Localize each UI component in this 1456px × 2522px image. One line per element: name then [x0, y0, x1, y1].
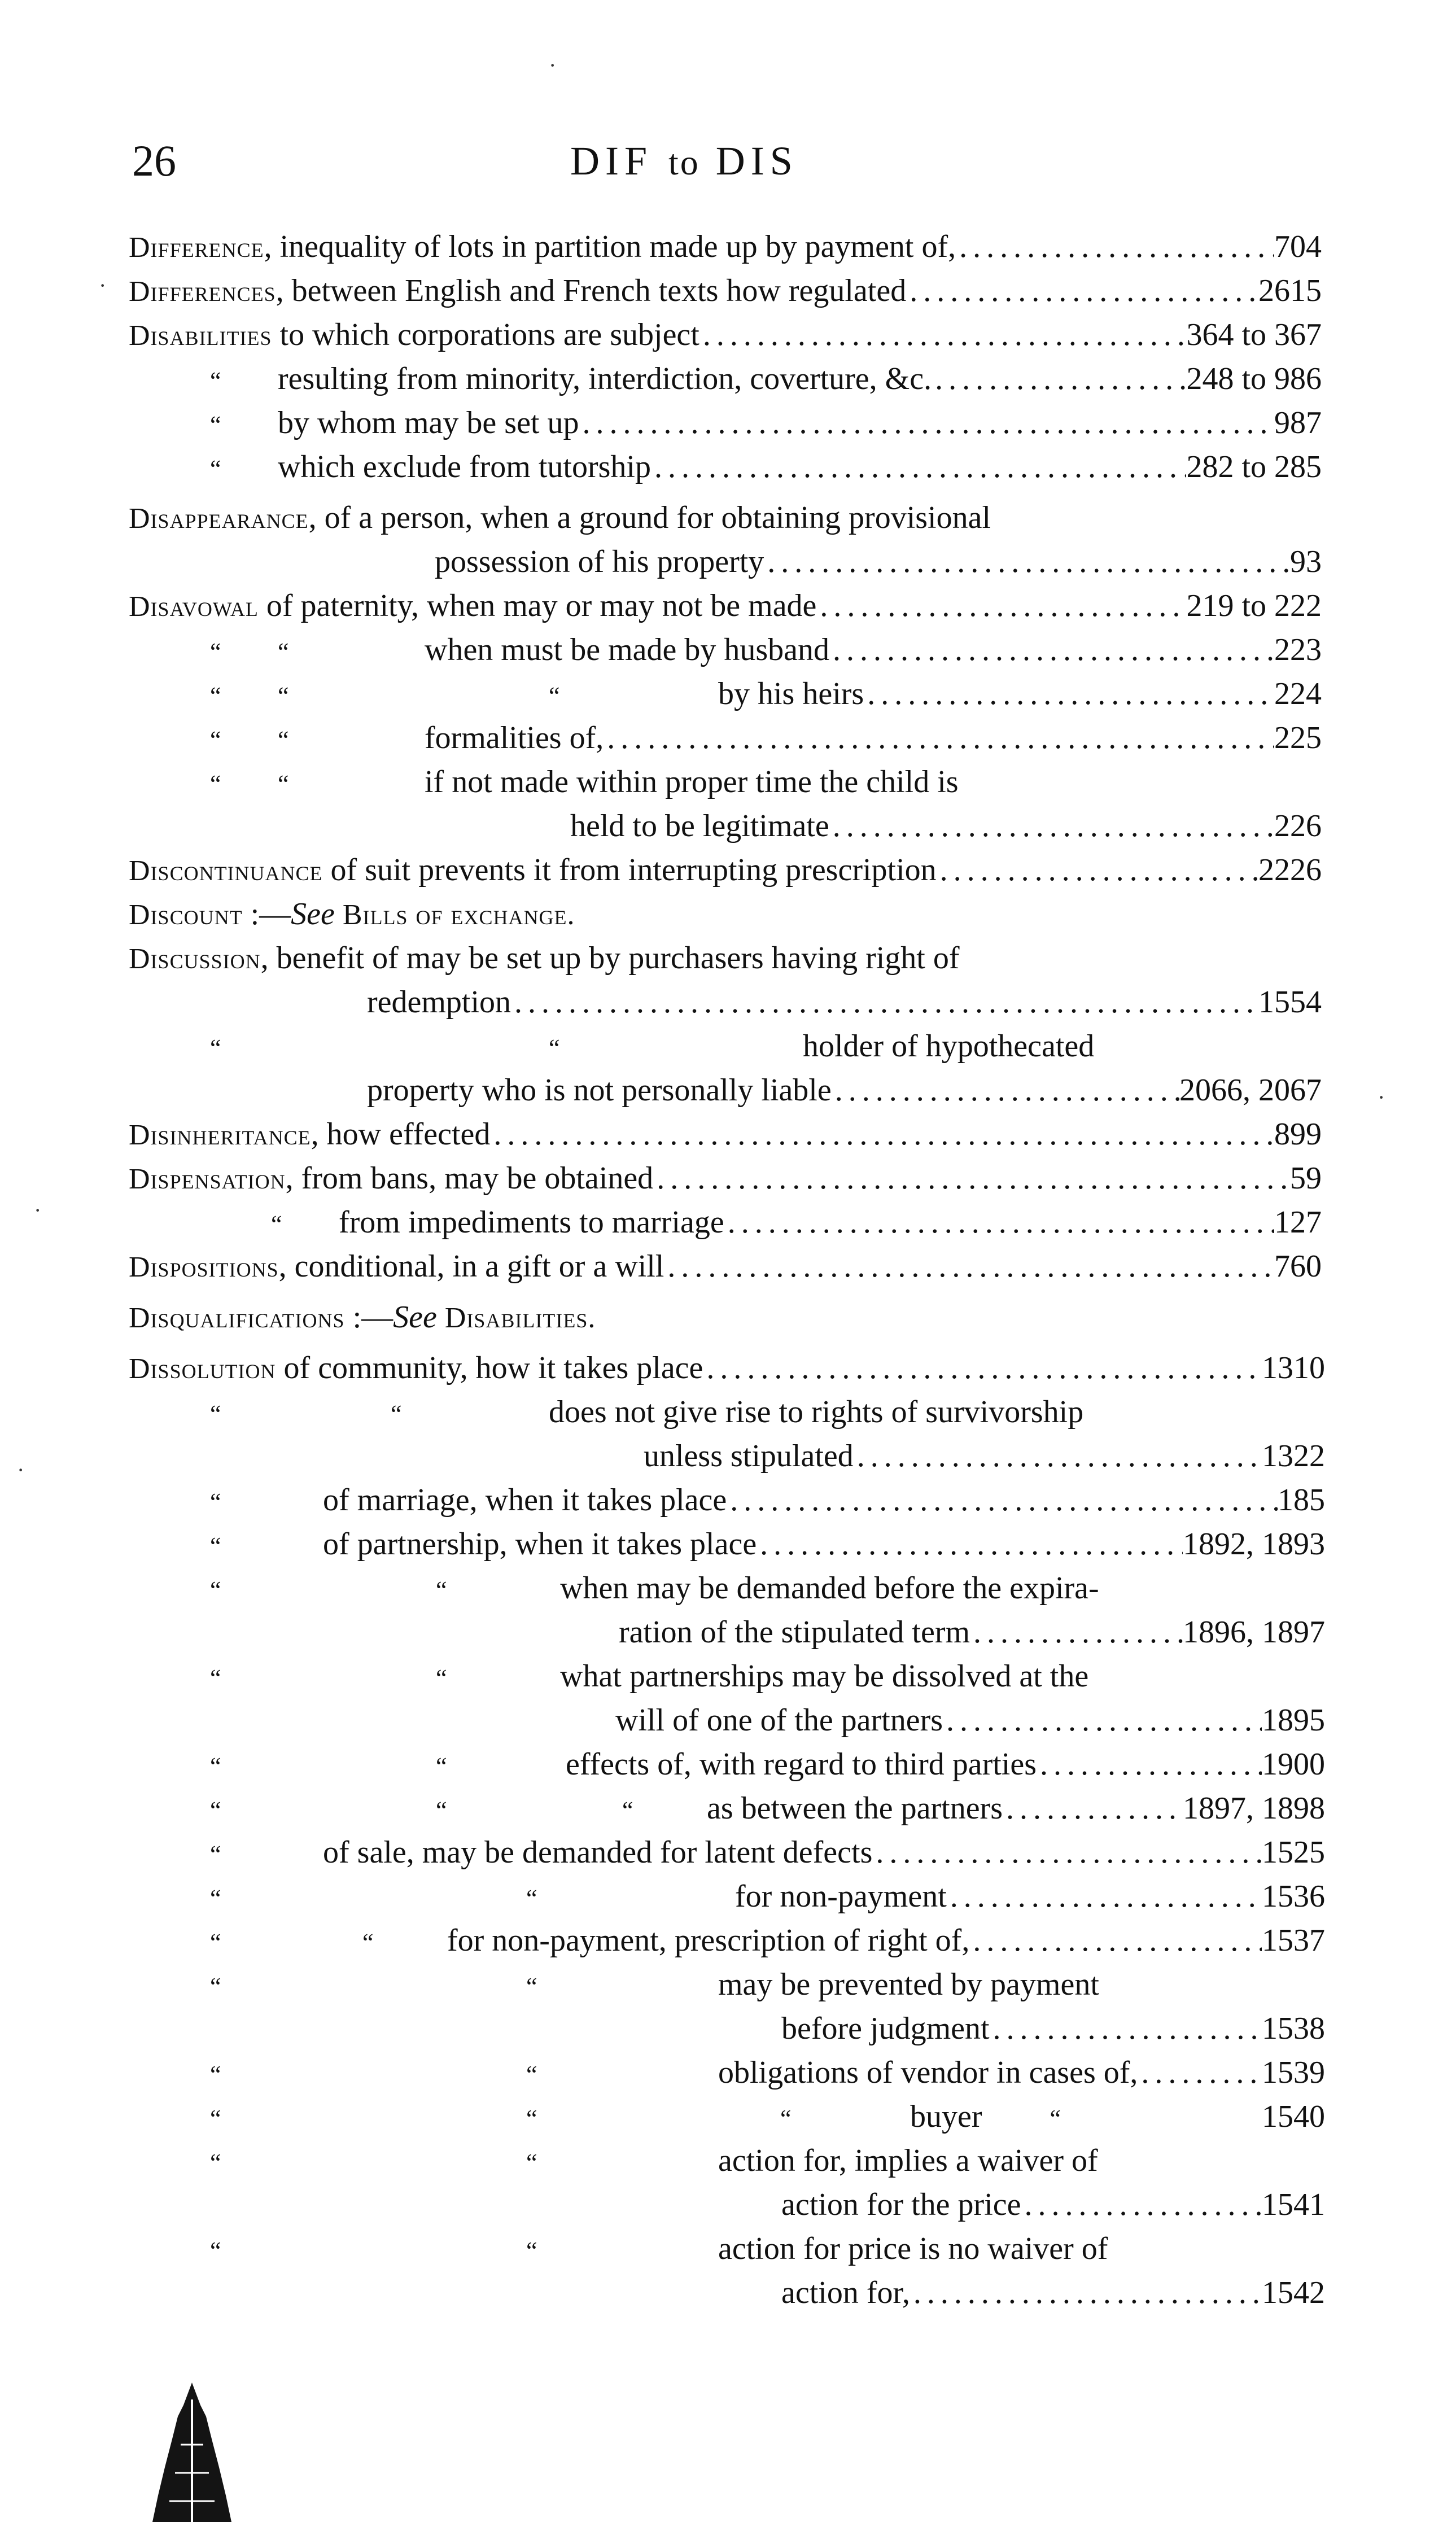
article-ref: 1525 — [1262, 1835, 1325, 1870]
article-ref: 223 — [1274, 632, 1322, 667]
index-entry — [0, 225, 1456, 269]
entry-headword: Discontinuance — [129, 855, 323, 887]
index-cross-reference — [0, 1295, 1456, 1339]
article-ref: 1900 — [1262, 1747, 1325, 1782]
article-ref: 224 — [1274, 676, 1322, 711]
ditto-mark: “ — [210, 2237, 221, 2265]
index-subentry — [0, 1918, 1456, 1962]
ditto-mark: “ — [436, 1752, 447, 1780]
index-subentry — [0, 1200, 1456, 1244]
article-ref: 59 — [1290, 1161, 1322, 1196]
running-head — [570, 138, 798, 185]
index-entry — [0, 1112, 1456, 1156]
ditto-mark: “ — [210, 1664, 221, 1692]
leader-dots — [764, 540, 1290, 584]
index-subentry — [0, 1742, 1456, 1786]
index-subentry — [0, 1024, 1456, 1068]
article-ref: 127 — [1274, 1205, 1322, 1240]
ditto-mark: “ — [210, 2061, 221, 2088]
leader-dots — [832, 1068, 1179, 1112]
index-subentry — [0, 2051, 1456, 2095]
leader-dots — [1037, 1742, 1262, 1786]
running-head-to: to — [668, 142, 700, 182]
entry-headword: Dispensation — [129, 1163, 286, 1195]
article-ref: 185 — [1278, 1483, 1325, 1518]
ditto-mark: “ — [210, 1841, 221, 1868]
entry-text: Dispensation, from bans, may be obtained — [129, 1161, 654, 1196]
index-continuation — [0, 2007, 1456, 2051]
ditto-mark: “ — [210, 1034, 221, 1062]
leader-dots — [757, 1522, 1183, 1566]
article-ref: 1322 — [1262, 1439, 1325, 1474]
entry-text: Dispositions, conditional, in a gift or a will — [129, 1249, 664, 1284]
entry-headword: Discount — [129, 899, 243, 931]
article-ref: 1541 — [1262, 2187, 1325, 2222]
index-subentry — [0, 1830, 1456, 1874]
ditto-mark: “ — [210, 2149, 221, 2176]
article-ref: 93 — [1290, 544, 1322, 579]
leader-dots — [1138, 2051, 1262, 2095]
entry-headword: Dissolution — [129, 1353, 276, 1385]
entry-text: redemption — [367, 985, 511, 1020]
see-target: Bills of exchange. — [334, 899, 575, 931]
index-entry — [0, 848, 1456, 892]
ditto-mark: “ — [210, 1488, 221, 1516]
entry-text: “ “ for non-payment — [210, 1874, 947, 1921]
index-subentry — [0, 1786, 1456, 1830]
article-ref: 760 — [1274, 1249, 1322, 1284]
ditto-mark: “ — [210, 682, 221, 710]
entry-text: unless stipulated — [644, 1439, 854, 1474]
entry-text: Difference, inequality of lots in partition made up by payment of, — [129, 229, 956, 264]
leader-dots — [653, 1156, 1290, 1200]
entry-headword: Dispositions — [129, 1251, 279, 1283]
leader-dots — [947, 1874, 1262, 1918]
leader-dots — [943, 1698, 1262, 1742]
index-subentry — [0, 760, 1456, 804]
leader-dots — [727, 1478, 1278, 1522]
entry-text: before judgment — [781, 2011, 990, 2046]
ditto-mark: “ — [549, 682, 560, 710]
entry-text: held to be legitimate — [570, 808, 829, 843]
leader-dots — [604, 716, 1274, 760]
index-continuation — [0, 980, 1456, 1024]
index-subentry — [0, 1390, 1456, 1434]
index-subentry — [0, 1566, 1456, 1610]
index-subentry — [0, 1478, 1456, 1522]
ditto-mark: “ — [210, 1576, 221, 1604]
index-continuation — [0, 1068, 1456, 1112]
entry-text: “ “ “ buyer “ — [210, 2095, 1061, 2141]
index-continuation — [0, 804, 1456, 848]
entry-text: “ “ does not give rise to rights of survivorship — [210, 1390, 1083, 1436]
ditto-mark: “ — [362, 1929, 374, 1956]
print-speck: · — [549, 53, 557, 78]
entry-text: Disqualifications :—See Disabilities. — [129, 1300, 596, 1335]
entry-text: “ “ “ by his heirs — [210, 672, 864, 718]
entry-text: Disabilities to which corporations are subject — [129, 317, 699, 352]
entry-headword: Differences — [129, 276, 276, 308]
index-entry — [0, 313, 1456, 357]
index-continuation — [0, 2271, 1456, 2315]
ornament-icon — [152, 2383, 231, 2522]
article-ref: 1542 — [1262, 2275, 1325, 2310]
ditto-mark: “ — [210, 1797, 221, 1824]
leader-dots — [579, 401, 1274, 445]
entry-text: will of one of the partners — [615, 1703, 943, 1738]
leader-dots — [651, 445, 1186, 489]
article-ref: 704 — [1274, 229, 1322, 264]
index-subentry — [0, 445, 1456, 489]
index-subentry — [0, 401, 1456, 445]
entry-headword: Disinheritance — [129, 1119, 311, 1151]
entry-text: “ from impediments to marriage — [271, 1200, 724, 1247]
index-subentry — [0, 357, 1456, 401]
entry-text: “ “ action for, implies a waiver of — [210, 2139, 1098, 2185]
print-speck: · — [99, 273, 107, 298]
see-label: See — [291, 897, 335, 932]
ditto-mark: “ — [210, 411, 221, 439]
article-ref: 1892, 1893 — [1183, 1527, 1325, 1562]
ditto-mark: “ — [278, 726, 289, 754]
article-ref: 1539 — [1262, 2055, 1325, 2090]
leader-dots — [872, 1830, 1262, 1874]
leader-dots — [854, 1434, 1262, 1478]
ditto-mark: “ — [549, 1034, 560, 1062]
ditto-mark: “ — [526, 2237, 537, 2265]
entry-text: Disinheritance, how effected — [129, 1117, 491, 1152]
entry-text: Differences, between English and French texts how regulated — [129, 273, 907, 308]
index-entry — [0, 269, 1456, 313]
article-ref: 2615 — [1258, 273, 1322, 308]
index-entry — [0, 936, 1456, 980]
entry-text: action for the price — [781, 2187, 1021, 2222]
entry-text: “ “ “ as between the partners — [210, 1786, 1003, 1833]
ditto-mark: “ — [210, 367, 221, 395]
article-ref: 226 — [1274, 808, 1322, 843]
index-entry — [0, 1244, 1456, 1288]
entry-text: property who is not personally liable — [367, 1073, 832, 1108]
article-ref: 248 to 986 — [1186, 361, 1322, 396]
article-ref: 1895 — [1262, 1703, 1325, 1738]
ditto-mark: “ — [210, 1752, 221, 1780]
print-speck: · — [17, 1457, 25, 1483]
leader-dots — [1021, 2183, 1262, 2227]
index-subentry — [0, 1654, 1456, 1698]
article-ref: 1897, 1898 — [1183, 1791, 1325, 1826]
entry-text: “ “ when must be made by husband — [210, 628, 829, 674]
ditto-mark: “ — [210, 1929, 221, 1956]
leader-dots — [990, 2007, 1262, 2051]
see-label: See — [393, 1300, 437, 1335]
index-continuation — [0, 1434, 1456, 1478]
index-entry — [0, 1346, 1456, 1390]
leader-dots — [906, 269, 1258, 313]
entry-text: “ “ effects of, with regard to third parties — [210, 1742, 1037, 1789]
ditto-mark: “ — [210, 726, 221, 754]
leader-dots — [816, 584, 1186, 628]
index-continuation — [0, 1610, 1456, 1654]
index-entry — [0, 584, 1456, 628]
article-ref: 225 — [1274, 720, 1322, 755]
entry-text: ration of the stipulated term — [619, 1615, 970, 1650]
entry-text: “ “ action for price is no waiver of — [210, 2227, 1108, 2273]
entry-headword: Difference — [129, 231, 264, 264]
index-subentry — [0, 2095, 1456, 2139]
index-subentry — [0, 672, 1456, 716]
article-ref: 2226 — [1258, 853, 1322, 888]
leader-dots — [664, 1244, 1274, 1288]
ditto-mark: “ — [526, 1973, 537, 2000]
index-subentry — [0, 716, 1456, 760]
article-ref: 1536 — [1262, 1879, 1325, 1914]
entry-text: “ “ what partnerships may be dissolved at the — [210, 1654, 1088, 1701]
entry-headword: Disavowal — [129, 591, 259, 623]
ditto-mark: “ — [436, 1664, 447, 1692]
leader-dots — [864, 672, 1274, 716]
leader-dots — [703, 1346, 1262, 1390]
article-ref: 219 to 222 — [1186, 588, 1322, 623]
entry-text: Dissolution of community, how it takes place — [129, 1350, 703, 1385]
ditto-mark: “ — [526, 2105, 537, 2132]
index-entries — [0, 225, 1456, 2315]
entry-headword: Disappearance — [129, 502, 309, 535]
ditto-mark: “ — [210, 770, 221, 798]
entry-text: “ “ obligations of vendor in cases of, — [210, 2051, 1138, 2097]
index-subentry — [0, 628, 1456, 672]
leader-dots — [724, 1200, 1274, 1244]
print-speck: · — [34, 1197, 42, 1223]
entry-text: “ resulting from minority, interdiction, coverture, &c. — [210, 357, 932, 403]
ditto-mark: “ — [526, 2149, 537, 2176]
print-speck: · — [1378, 1085, 1385, 1110]
ditto-mark: “ — [1050, 2105, 1061, 2132]
article-ref: 987 — [1274, 405, 1322, 440]
article-ref: 2066, 2067 — [1179, 1073, 1322, 1108]
ditto-mark: “ — [622, 1797, 633, 1824]
ditto-mark: “ — [210, 638, 221, 666]
ditto-mark: “ — [526, 2061, 537, 2088]
index-subentry — [0, 1874, 1456, 1918]
article-ref: 1537 — [1262, 1923, 1325, 1958]
page-number: 26 — [132, 136, 176, 185]
article-ref: 282 to 285 — [1186, 449, 1322, 484]
entry-text: “ “ for non-payment, prescription of right of, — [210, 1918, 969, 1965]
ditto-mark: “ — [436, 1797, 447, 1824]
index-continuation — [0, 540, 1456, 584]
running-head-from: DIF — [570, 138, 653, 183]
ditto-mark: “ — [436, 1576, 447, 1604]
entry-text: “ “ if not made within proper time the child is — [210, 760, 959, 806]
index-entry — [0, 496, 1456, 540]
entry-text: “ “ may be prevented by payment — [210, 1962, 1099, 2009]
index-continuation — [0, 2183, 1456, 2227]
entry-text: Discount :—See Bills of exchange. — [129, 897, 575, 932]
article-ref: 1554 — [1258, 985, 1322, 1020]
index-subentry — [0, 2139, 1456, 2183]
leader-dots — [1003, 1786, 1183, 1830]
leader-dots — [956, 225, 1274, 269]
index-continuation — [0, 1698, 1456, 1742]
entry-text: “ of marriage, when it takes place — [210, 1478, 727, 1524]
leader-dots — [937, 848, 1258, 892]
leader-dots — [490, 1112, 1274, 1156]
entry-text: Disappearance, of a person, when a ground for obtaining provisional — [129, 500, 991, 535]
leader-dots — [829, 804, 1274, 848]
index-entry — [0, 1156, 1456, 1200]
article-ref: 1540 — [1262, 2099, 1325, 2134]
entry-text: Disavowal of paternity, when may or may not be made — [129, 588, 817, 623]
ditto-mark: “ — [210, 2105, 221, 2132]
index-cross-reference — [0, 892, 1456, 936]
entry-text: possession of his property — [435, 544, 764, 579]
entry-text: “ “ when may be demanded before the expira- — [210, 1566, 1099, 1612]
ditto-mark: “ — [526, 1885, 537, 1912]
entry-text: action for, — [781, 2275, 910, 2310]
ditto-mark: “ — [210, 455, 221, 483]
leader-dots — [970, 1610, 1183, 1654]
article-ref: 364 to 367 — [1186, 317, 1322, 352]
ditto-mark: “ — [780, 2105, 792, 2132]
entry-headword: Disqualifications — [129, 1302, 345, 1334]
ditto-mark: “ — [278, 682, 289, 710]
entry-text: “ of partnership, when it takes place — [210, 1522, 757, 1568]
ditto-mark: “ — [210, 1532, 221, 1560]
article-ref: 1896, 1897 — [1183, 1615, 1325, 1650]
ditto-mark: “ — [278, 770, 289, 798]
entry-text: “ by whom may be set up — [210, 401, 579, 447]
leader-dots — [511, 980, 1258, 1024]
entry-headword: Disabilities — [129, 320, 272, 352]
running-head-until: DIS — [715, 138, 798, 183]
leader-dots — [969, 1918, 1262, 1962]
ditto-mark: “ — [210, 1400, 221, 1428]
ditto-mark: “ — [391, 1400, 402, 1428]
entry-headword: Discussion — [129, 943, 261, 975]
index-subentry — [0, 1522, 1456, 1566]
leader-dots — [932, 357, 1186, 401]
leader-dots — [829, 628, 1274, 672]
ditto-mark: “ — [210, 1973, 221, 2000]
ditto-mark: “ — [278, 638, 289, 666]
entry-text: Discussion, benefit of may be set up by purchasers having right of — [129, 941, 960, 976]
ditto-mark: “ — [210, 1885, 221, 1912]
entry-text: “ “ formalities of, — [210, 716, 604, 762]
entry-text: “ “ holder of hypothecated — [210, 1024, 1094, 1070]
entry-text: “ which exclude from tutorship — [210, 445, 651, 491]
leader-dots — [699, 313, 1187, 357]
entry-text: Discontinuance of suit prevents it from interrupting prescription — [129, 853, 937, 888]
article-ref: 1310 — [1262, 1350, 1325, 1385]
see-target: Disabilities. — [436, 1302, 596, 1334]
entry-text: “ of sale, may be demanded for latent defects — [210, 1830, 872, 1877]
index-subentry — [0, 1962, 1456, 2007]
article-ref: 1538 — [1262, 2011, 1325, 2046]
leader-dots — [910, 2271, 1262, 2315]
article-ref: 899 — [1274, 1117, 1322, 1152]
index-subentry — [0, 2227, 1456, 2271]
ditto-mark: “ — [271, 1210, 282, 1238]
